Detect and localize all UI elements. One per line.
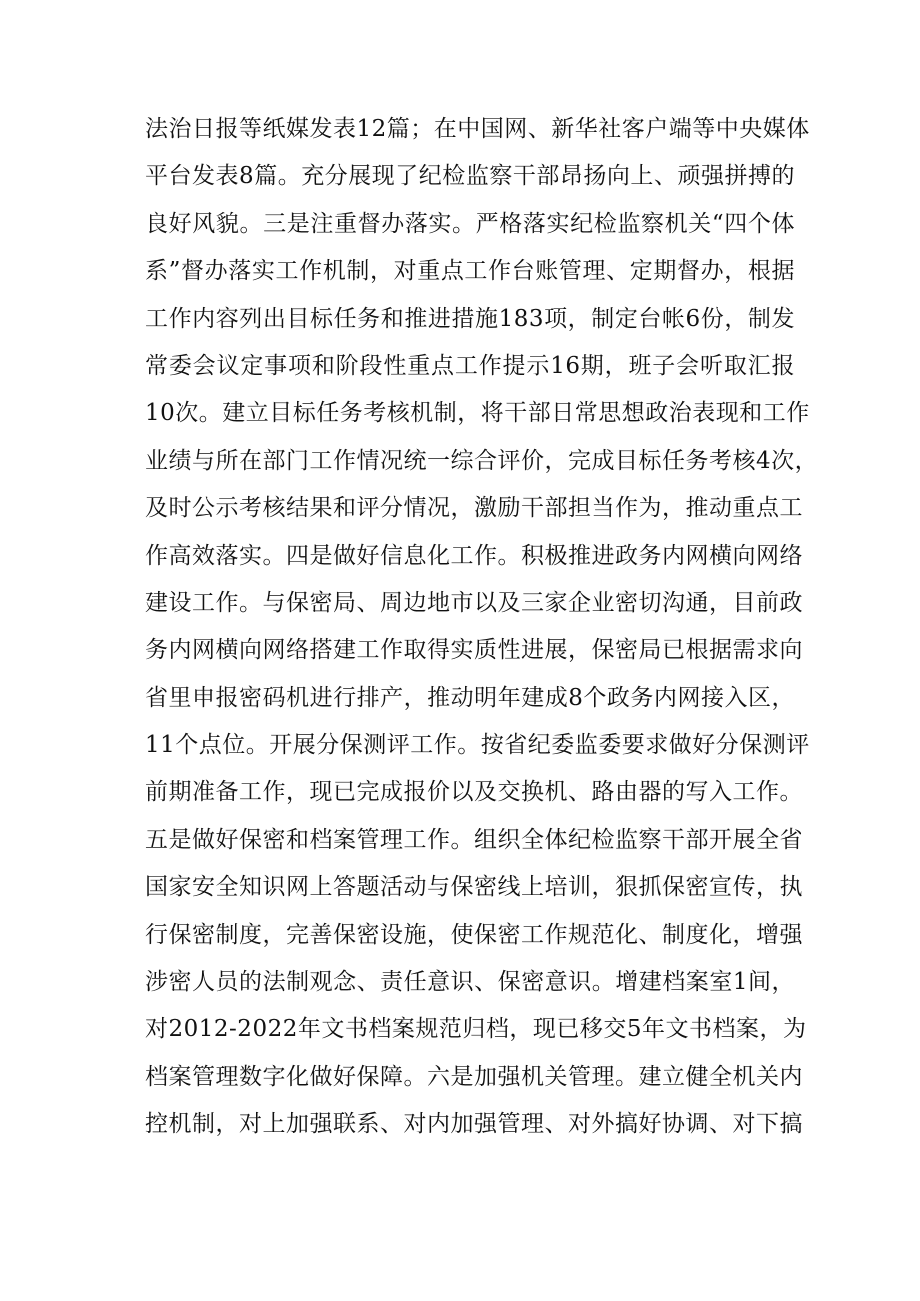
text-line-10: 作高效落实。四是做好信息化工作。积极推进政务内网横向网络 (145, 542, 803, 569)
text-line-6: 常委会议定事项和阶段性重点工作提示16期，班子会听取汇报 (145, 352, 795, 379)
text-line-12: 务内网横向网络搭建工作取得实质性进展，保密局已根据需求向 (145, 637, 803, 664)
text-line-18: 行保密制度，完善保密设施，使保密工作规范化、制度化，增强 (145, 921, 803, 948)
body-text (145, 106, 819, 1149)
text-line-14: 11个点位。开展分保测评工作。按省纪委监委要求做好分保测评 (145, 732, 810, 759)
text-line-7: 10次。建立目标任务考核机制，将干部日常思想政治表现和工作 (145, 400, 810, 427)
text-line-16: 五是做好保密和档案管理工作。组织全体纪检监察干部开展全省 (145, 826, 803, 853)
text-line-22: 控机制，对上加强联系、对内加强管理、对外搞好协调、对下搞 (145, 1111, 803, 1138)
text-line-1: 法治日报等纸媒发表12篇；在中国网、新华社客户端等中央媒体 (145, 116, 810, 142)
text-line-19: 涉密人员的法制观念、责任意识、保密意识。增建档案室1间， (145, 969, 795, 996)
text-line-13: 省里申报密码机进行排产，推动明年建成8个政务内网接入区， (145, 684, 795, 711)
text-line-20: 对2012-2022年文书档案规范归档，现已移交5年文书档案，为 (145, 1016, 807, 1043)
text-line-21: 档案管理数字化做好保障。六是加强机关管理。建立健全机关内 (145, 1063, 803, 1090)
text-line-2: 平台发表8篇。充分展现了纪检监察干部昂扬向上、顽强拼搏的 (145, 163, 795, 190)
text-line-11: 建设工作。与保密局、周边地市以及三家企业密切沟通，目前政 (145, 589, 803, 616)
text-line-8: 业绩与所在部门工作情况统一综合评价，完成目标任务考核4次， (145, 447, 819, 474)
text-line-9: 及时公示考核结果和评分情况，激励干部担当作为，推动重点工 (145, 495, 803, 522)
text-line-5: 工作内容列出目标任务和推进措施183项，制定台帐6份，制发 (145, 305, 795, 332)
text-line-15: 前期准备工作，现已完成报价以及交换机、路由器的写入工作。 (145, 779, 803, 806)
text-line-3: 良好风貌。三是注重督办落实。严格落实纪检监察机关“四个体 (145, 210, 795, 237)
text-line-17: 国家安全知识网上答题活动与保密线上培训，狠抓保密宣传，执 (145, 874, 803, 901)
text-line-4: 系”督办落实工作机制，对重点工作台账管理、定期督办，根据 (145, 258, 795, 285)
